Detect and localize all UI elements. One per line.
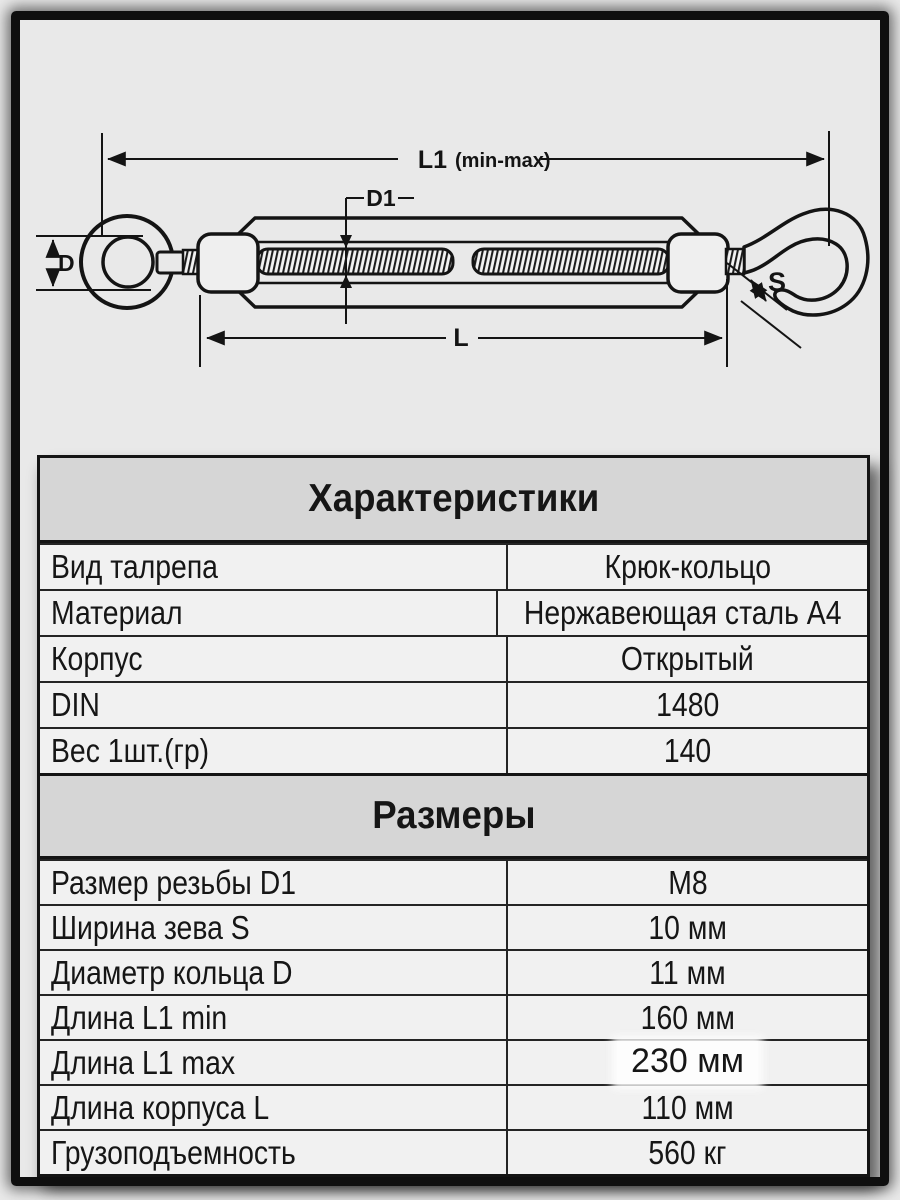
spec-row-ring-diameter bbox=[40, 949, 867, 994]
spec-value: Открытый bbox=[621, 640, 754, 677]
spec-value: 140 bbox=[663, 732, 712, 769]
spec-label: Корпус bbox=[51, 640, 143, 677]
dim-label-l1-range: (min-max) bbox=[455, 150, 551, 172]
spec-label: Материал bbox=[51, 594, 183, 631]
spec-label: Размер резьбы D1 bbox=[51, 863, 296, 901]
spec-label: Вид талрепа bbox=[51, 548, 218, 585]
left-nut bbox=[198, 234, 258, 292]
hook bbox=[744, 209, 868, 315]
section-header-sizes bbox=[40, 773, 867, 859]
dim-label-d: D bbox=[58, 250, 75, 276]
spec-row-din bbox=[40, 681, 867, 727]
section-title: Размеры bbox=[371, 794, 536, 837]
spec-value: 1480 bbox=[655, 686, 720, 723]
section-title: Характеристики bbox=[307, 477, 600, 520]
spec-row-body-length bbox=[40, 1084, 867, 1129]
characteristics-section bbox=[40, 543, 867, 773]
sizes-section bbox=[40, 859, 867, 1174]
dim-label-d1: D1 bbox=[366, 185, 396, 211]
spec-row-l1-min bbox=[40, 994, 867, 1039]
spec-row-load-capacity bbox=[40, 1129, 867, 1174]
dim-label-l: L bbox=[453, 324, 469, 352]
spec-row-material bbox=[40, 589, 867, 635]
spec-label: DIN bbox=[51, 686, 100, 723]
spec-value: Крюк-кольцо bbox=[604, 548, 771, 585]
section-header-characteristics bbox=[40, 458, 867, 543]
spec-label: Длина корпуса L bbox=[51, 1088, 270, 1126]
spec-value: Нержавеющая сталь А4 bbox=[523, 594, 842, 631]
spec-row-type bbox=[40, 543, 867, 589]
spec-label: Длина L1 min bbox=[51, 998, 228, 1036]
s-arrow-up bbox=[751, 280, 758, 290]
spec-label: Вес 1шт.(гр) bbox=[51, 732, 210, 769]
spec-row-thread-size bbox=[40, 859, 867, 904]
spec-row-l1-max bbox=[40, 1039, 867, 1084]
spec-value-patched: 230 мм bbox=[617, 1041, 758, 1084]
spec-label: Длина L1 max bbox=[51, 1043, 236, 1081]
spec-label: Грузоподъемность bbox=[51, 1133, 296, 1171]
right-nut bbox=[668, 234, 728, 292]
eye-ring-inner bbox=[103, 237, 153, 287]
spec-label: Диаметр кольца D bbox=[51, 953, 293, 991]
spec-value: 11 мм bbox=[649, 953, 726, 991]
spec-value: 110 мм bbox=[641, 1088, 734, 1126]
spec-value: 560 кг bbox=[648, 1133, 727, 1171]
eye-stem bbox=[157, 252, 184, 273]
spec-label: Ширина зева S bbox=[51, 908, 250, 946]
turnbuckle-technical-drawing bbox=[0, 0, 900, 452]
spec-value: 160 мм bbox=[640, 998, 735, 1036]
spec-row-body bbox=[40, 635, 867, 681]
spec-value: 10 мм bbox=[648, 908, 727, 946]
dim-label-s: S bbox=[768, 267, 787, 297]
spec-table bbox=[37, 455, 870, 1177]
spec-row-weight bbox=[40, 727, 867, 773]
threaded-rod-left bbox=[257, 249, 453, 274]
dim-label-l1: L1 bbox=[417, 146, 447, 174]
spec-row-jaw-width bbox=[40, 904, 867, 949]
spec-value: М8 bbox=[667, 863, 708, 901]
threaded-rod-right bbox=[473, 249, 669, 274]
